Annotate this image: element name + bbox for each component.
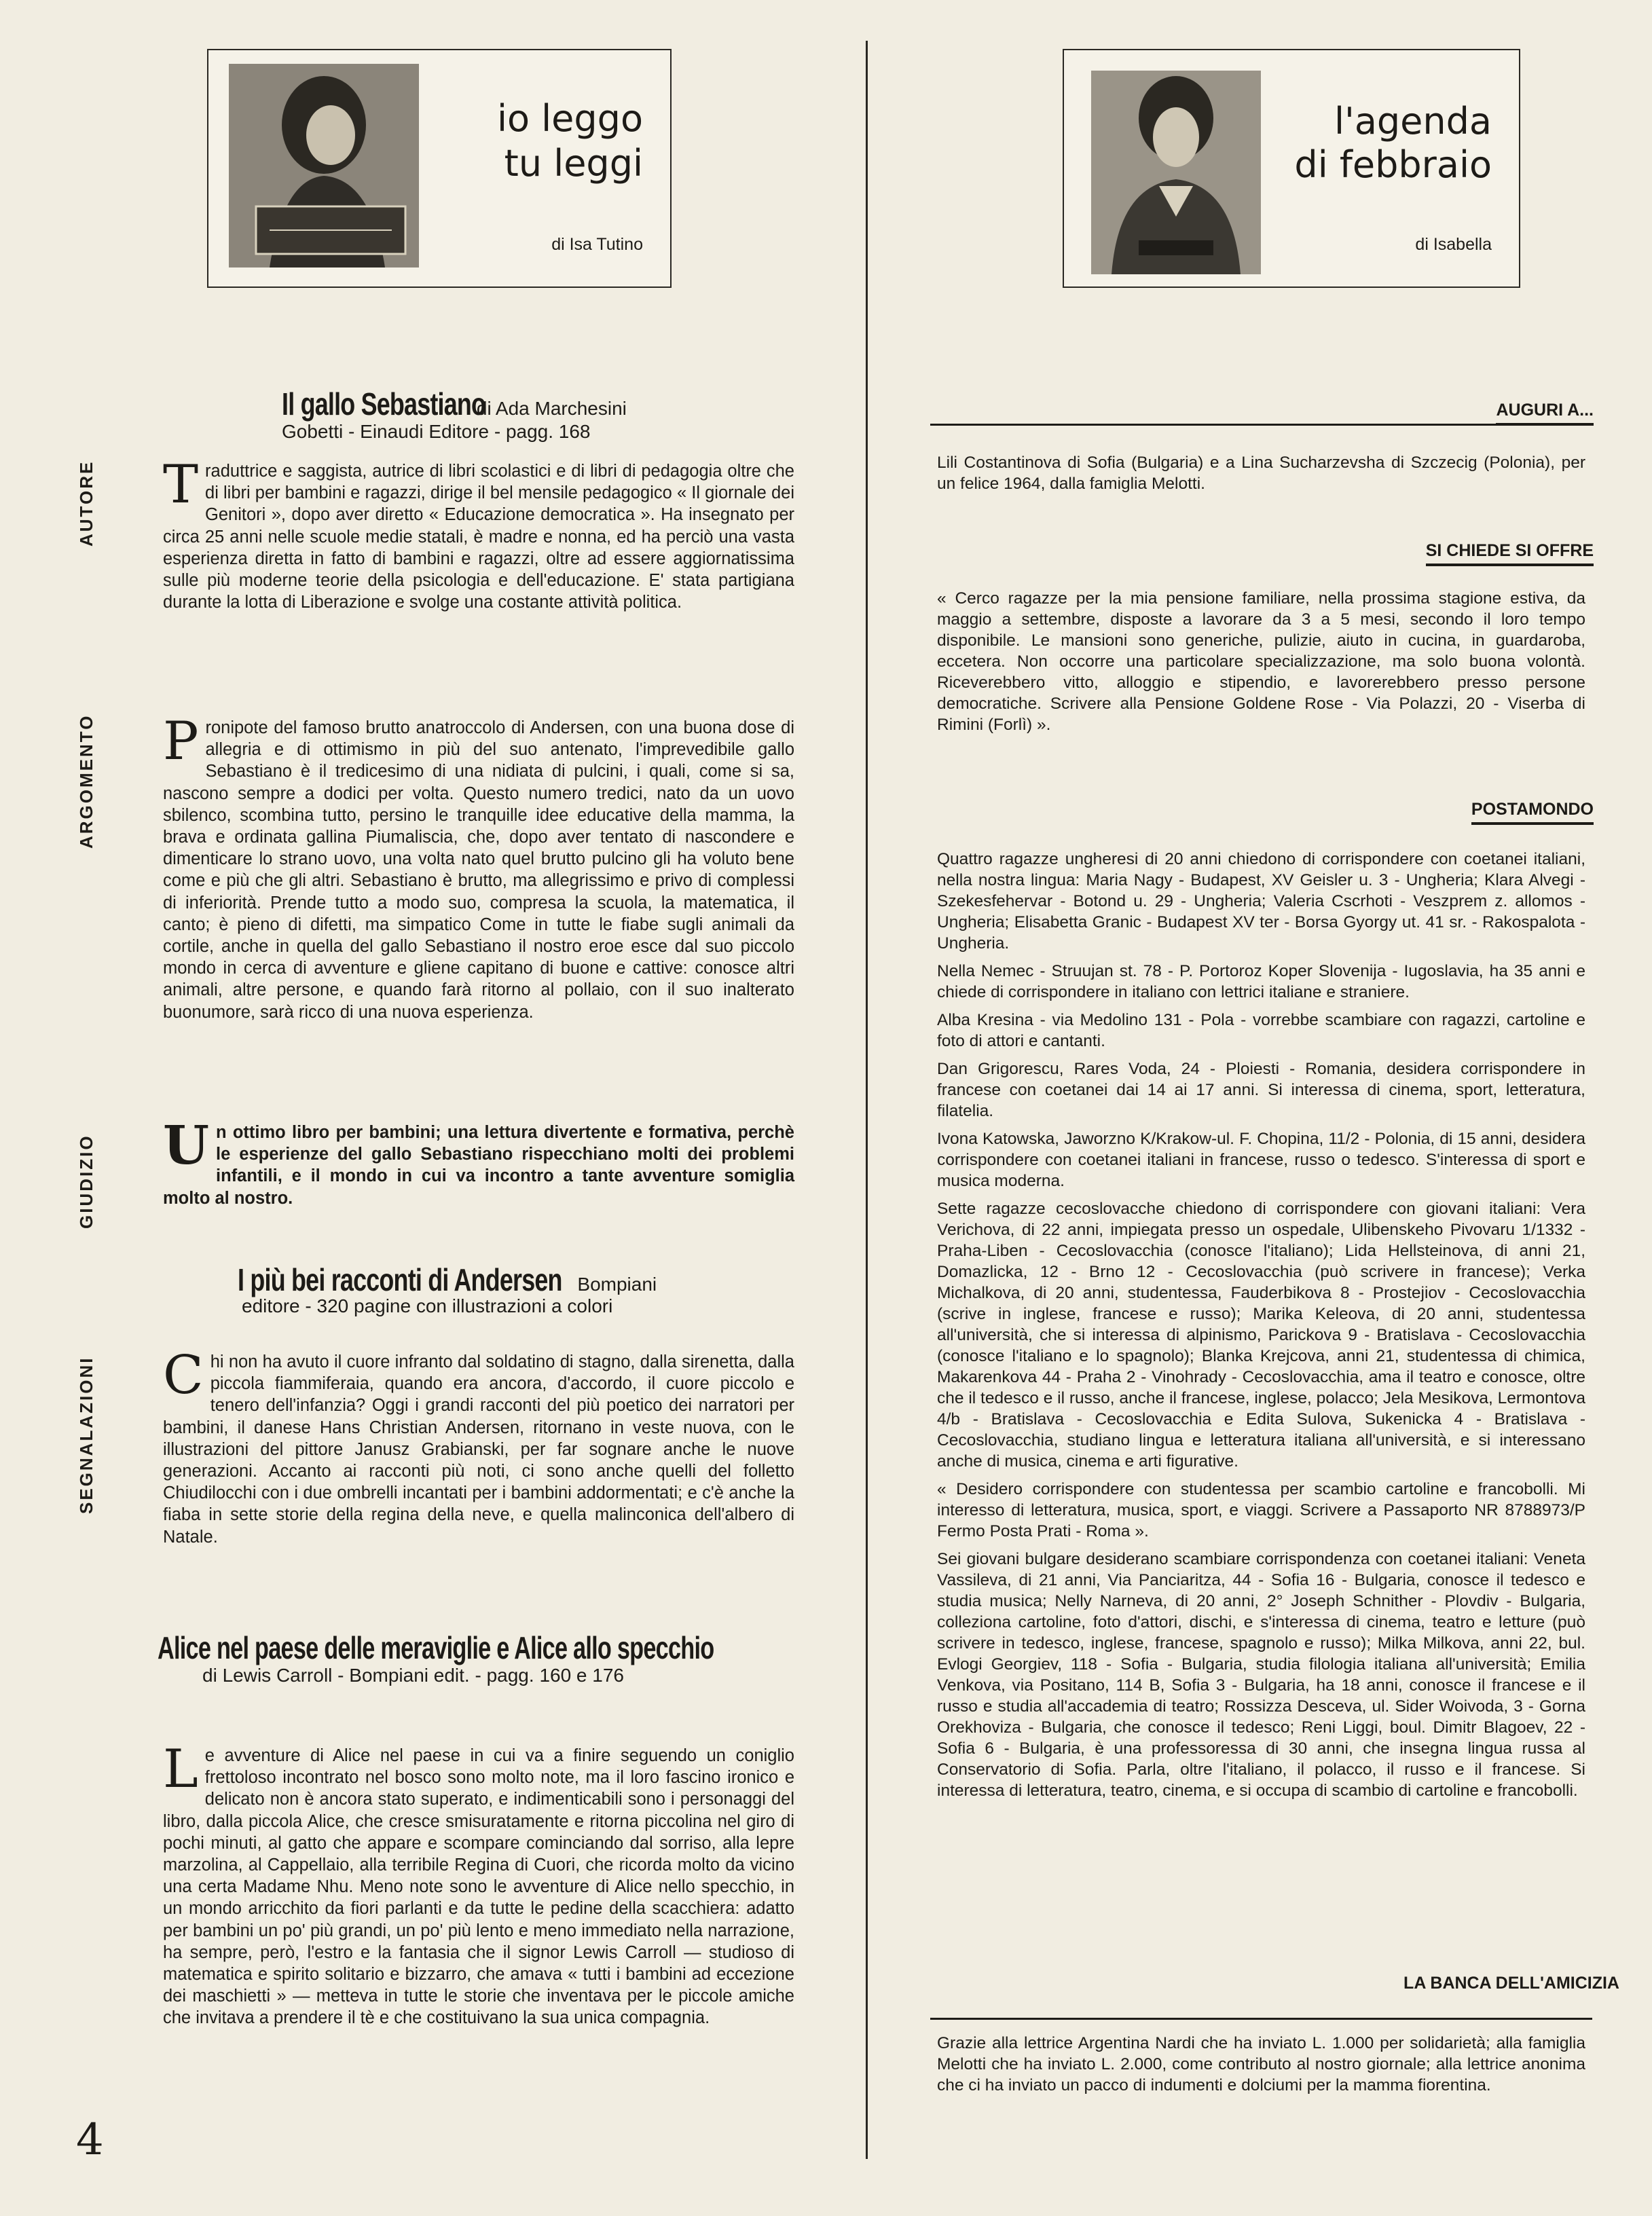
column-header-agenda (1063, 49, 1520, 288)
section-paragraph: Ivona Katowska, Jaworzno K/Krakow-ul. F. Chopina, 11/2 - Polonia, di 15 anni, desidera corrispondere con coetanei italiani in francese, russo o tedesco. S'interessa di sport e musica moderna. (937, 1130, 1585, 1190)
section-body-postamondo (937, 849, 1585, 1808)
section-body-auguri (937, 452, 1585, 501)
book-author: di Ada Marchesini (476, 398, 627, 419)
drop-cap: T (163, 454, 199, 515)
header-byline: di Isa Tutino (551, 235, 643, 254)
topic-text: ronipote del famoso brutto anatroccolo di Andersen, con una buona dose di allegria e di ottimismo in più del suo antenato, l'imprevedibile gallo Sebastiano è il tredicesimo di una nidiata di pulcini, i quali, come si sa, nascono sempre a dodici per volta. Questo numero tredici, nato da un uovo sbilenco, scombina tutto, persino le tranquille idee educative della mamma, la brava e ordinata gallina Piumaliscia, che, dopo aver tentato di nascondere e dimenticare lo strano uovo, una volta nato quel brutto pulcino gli ha voluto bene come e più che gli altri. Sebastiano è brutto, ma allegrissimo e privo di complessi di inferiorità. Prende tutto a modo suo, compresa la scuola, la matematica, il canto; è pieno di difetti, ma simpatico Come in tutte le fiabe sugli animali da cortile, anche in quella del gallo Sebastiano il nostro eroe esce dal suo piccolo mondo in cerca di avventure e gliene capitano di buone e cattive: conosce altri animali, altre persone, e quando farà ritorno al pollaio, con il suo inalterato buonumore, sarà ricco di una nuova esperienza. (163, 718, 794, 1022)
section-paragraph: Dan Grigorescu, Rares Voda, 24 - Ploiesti - Romania, desidera corrispondere in francese con coetanei dai 14 ai 17 anni. Si interessa di cinema, sport, letteratura, filatelia. (937, 1060, 1585, 1120)
alice-text: e avventure di Alice nel paese in cui va a finire seguendo un coniglio frettoloso incontrato nel bosco sono molto note, ma il loro fascino ironico e delicato non è ancora stato superato, e indimenticabili sono i personaggi del libro, dalla piccola Alice, che cresce smisuratamente e ritorna piccolina nel giro di pochi minuti, al gatto che appare e scompare cominciando dal sorriso, alla lepre marzolina, al Cappellaio, alla terribile Regina di Cuori, che ricorda molto da vicino una certa Madame Nhu. Meno note sono le avventure di Alice nello specchio, in un mondo arricchito da fiori parlanti e da tutte le pedine della scacchiera: adatto per bambini un po' più grandi, un po' più lento e meno immediato nella narrazione, ha sempre, però, l'estro e la fantasia che il signor Lewis Carroll — studioso di matematica e spirito solitario e bizzarro, che amava « tutti i bambini ad eccezione dei maschietti » — metteva in tutte le storie che inventava per le piccole amiche che invitava a prendere il tè e che costituivano la sua unica compagnia. (163, 1746, 794, 2028)
section-body-si-chiede (937, 588, 1585, 742)
book-title: Il gallo Sebastiano (282, 386, 486, 422)
section-paragraph: Alba Kresina - via Medolino 131 - Pola - vorrebbe scambiare con ragazzi, cartoline e foto di attori e cantanti. (937, 1011, 1585, 1050)
section-title-banca: LA BANCA DELL'AMICIZIA (1403, 1974, 1619, 1993)
andersen-text: hi non ha avuto il cuore infranto dal soldatino di stagno, dalla sirenetta, dalla piccola fiammiferaia, quando era ancora, d'accordo, il cuore piccolo e tenero dell'infanzia? Oggi i grandi racconti del più poetico dei narratori per bambini, il danese Hans Christian Andersen, ritornano in veste nuova, con le illustrazioni del pittore Janusz Grabianski, per far sognare anche le nuove generazioni. Accanto ai racconti più noti, ci sono anche quelli del folletto Chiudilocchi con i due ombrelli incantati per i bambini addormentati; e c'è anche la fiaba in sette storie della regina della neve, e quella malinconica dell'albero di Natale. (163, 1352, 794, 1547)
section-paragraph: « Desidero corrispondere con studentessa per scambio cartoline e francobolli. Mi interesso di letteratura, musica, sport, e viaggi. Scrivere a Passaporto NR 8788973/P Fermo Posta Prati - Roma ». (937, 1480, 1585, 1540)
drop-cap: P (163, 711, 199, 772)
header-byline: di Isabella (1415, 235, 1492, 254)
section-rule (930, 2018, 1592, 2020)
column-header-io-leggo (207, 49, 672, 288)
book-title: I più bei racconti di Andersen (238, 1262, 562, 1297)
side-label-autore: AUTORE (76, 460, 96, 547)
section-title-si-chiede: SI CHIEDE SI OFFRE (1426, 541, 1594, 566)
woman-portrait-photo (1091, 71, 1261, 274)
section-title-postamondo: POSTAMONDO (1471, 800, 1594, 825)
section-paragraph: Grazie alla lettrice Argentina Nardi che ha inviato L. 1.000 per solidarietà; alla famiglia Melotti che ha inviato L. 2.000, come contributo al nostro giornale; alla lettrice anonima che ci ha inviato un pacco di indumenti e dolciumi per la mamma fiorentina. (937, 2034, 1585, 2094)
drop-cap: L (163, 1739, 198, 1800)
author-paragraph (163, 454, 794, 613)
book-heading-alice (158, 1629, 796, 1686)
header-title-line2: di febbraio (1294, 143, 1492, 186)
page-number: 4 (76, 2115, 104, 2165)
section-paragraph: « Cerco ragazze per la mia pensione familiare, nella prossima stagione estiva, da maggio a settembre, disposte a lavorare da 3 a 5 mesi, secondo il loro tempo disponibile. Le mansioni sono generiche, pulizie, aiuto in cucina, in guardaroba, eccetera. Non occorre una particolare specializzazione, ma solo buona volontà. Riceverebbero vitto, alloggio e stipendio, e lavorerebbero presso persone democratiche. Scrivere alla Pensione Goldene Rose - Via Polazzi, 20 - Viserba di Rimini (Forlì) ». (937, 589, 1585, 734)
side-label-argomento: ARGOMENTO (76, 714, 96, 849)
section-paragraph: Sette ragazze cecoslovacche chiedono di corrispondere con giovani italiani: Vera Verichova, di 22 anni, impiegata presso un ospedale, Ulibenskeho Pivovaru 1/1332 - Praha-Liben - Cecoslovacchia (conosce l'italiano); Lida Hellsteinova, di anni 21, Domazlicka, 12 - Brno 12 - Cecoslovacchia (può scrivere in francese); Verka Michalkova, di 20 anni, studentessa, Fauderbikova 8 - Prostejiov - Cecoslovacchia (scrive in inglese, francese e russo); Marika Keleova, di 20 anni, studentessa all'università, che si interessa di alpinismo, Parickova 9 - Bratislava - Cecoslovacchia (conosce l'italiano e lo spagnolo); Blanka Krejcova, anni 21, studentessa di chimica, Makarenkova 44 - Praha 2 - Vinohrady - Cecoslovacchia, ama il teatro e conosce, oltre che il tedesco e il russo, anche il francese, inglese, polacco; Jela Mesikova, Lermontova 4/b - Bratislava - Cecoslovacchia e Edita Sulova, Sukenicka 4 - Bratislava - Cecoslovacchia, studiano lingua e letteratura italiana all'università, e si interessano anche di musica, cinema e arti figurative. (937, 1200, 1585, 1471)
author-text: raduttrice e saggista, autrice di libri scolastici e di libri di pedagogia oltre che di libri per bambini e ragazzi, dirige il bel mensile pedagogico « Il giornale dei Genitori », dopo aver diretto « Educazione democratica ». Ha insegnato per circa 25 anni nelle scuole medie statali, è madre e nonna, ed ha perciò una vasta esperienza diretta in fatto di bambini e ragazzi, oltre ad essere aggiornatissima sulle più moderne teorie della psicologia e dell'educazione. E' stata partigiana durante la lotta di Liberazione e svolge una costante attività politica. (163, 462, 794, 612)
book-publisher: di Lewis Carroll - Bompiani edit. - pagg. 160 e 176 (202, 1665, 625, 1686)
verdict-text: n ottimo libro per bambini; una lettura divertente e formativa, perchè le esperienze del gallo Sebastiano rispecchiano molti dei problemi infantili, e il mondo in cui va incontro a tante avventure somiglia molto al nostro. (163, 1123, 794, 1208)
woman-reading-photo (229, 64, 419, 267)
section-paragraph: Nella Nemec - Struujan st. 78 - P. Portoroz Koper Slovenija - Iugoslavia, ha 35 anni e chiede di corrispondere in italiano con lettrici italiane e straniere. (937, 962, 1585, 1001)
book-title: Alice nel paese delle meraviglie e Alice allo specchio (158, 1630, 714, 1665)
andersen-paragraph (163, 1345, 794, 1548)
book-heading-andersen (238, 1261, 781, 1317)
drop-cap: C (163, 1345, 204, 1406)
section-paragraph: Sei giovani bulgare desiderano scambiare corrispondenza con coetanei italiani: Veneta Vassileva, di 21 anni, Via Panciaritza, 44 - Sofia 16 - Bulgaria, conosce il tedesco e studia musica; Nelly Narneva, di 20 anni, 2° Joseph Schnither - Plovdiv - Bulgaria, colleziona cartoline, foto d'attori, dischi, e s'interessa di cinema, teatro e letture (può scrivere in tedesco, inglese, francese, spagnolo e russo); Milka Milkova, anni 22, bul. Evlogi Georgiev, 118 - Sofia - Bulgaria, studia filologia italiana all'università; Emilia Venkova, via Positano, 114 B, Sofia 3 - Bulgaria, ha 18 anni, conosce il francese e il russo e studia all'accademia di teatro; Rossizza Desceva, ul. Sider Woivoda, 3 - Gorna Orekhoviza - Bulgaria, che conosce il tedesco; Reni Liggi, boul. Dimitr Blagoev, 22 - Sofia 6 - Bulgaria, è una professoressa di 30 anni, che insegna lingua russa al Conservatorio di Sofia. Parla, oltre l'italiano, il polacco, il russo e il francese. Si interessa di letteratura, teatro, cinema, e si occupa di scambio di cartoline e francobolli. (937, 1550, 1585, 1800)
book-publisher-a: Bompiani (577, 1274, 657, 1295)
side-label-giudizio: GIUDIZIO (76, 1134, 96, 1229)
section-paragraph: Quattro ragazze ungheresi di 20 anni chiedono di corrispondere con coetanei italiani, nella nostra lingua: Maria Nagy - Budapest, XV Geisler u. 3 - Ungheria; Klara Alvegi - Szekesfehervar - Botond u. 29 - Ungheria; Valeria Cscrhoti - Veszprem z. allomos - Ungheria; Elisabetta Granic - Budapest XV ter - Borsa Gyorgy ut. 41 sr. - Rakospalota - Ungheria. (937, 850, 1585, 953)
section-rule (930, 424, 1592, 426)
header-title-line1: io leggo (496, 97, 643, 140)
alice-paragraph (163, 1739, 794, 2029)
book-publisher: Gobetti - Einaudi Editore - pagg. 168 (282, 421, 591, 442)
header-title-line2: tu leggi (504, 142, 643, 185)
side-label-segnalazioni: SEGNALAZIONI (76, 1356, 96, 1514)
section-title-auguri: AUGURI A... (1496, 401, 1594, 426)
verdict-paragraph (163, 1115, 794, 1209)
drop-cap: U (163, 1115, 210, 1177)
section-paragraph: Lili Costantinova di Sofia (Bulgaria) e a Lina Sucharzevsha di Szczecig (Polonia), per un felice 1964, dalla famiglia Melotti. (937, 454, 1585, 493)
book-heading-gallo (282, 386, 771, 443)
section-body-banca (937, 2033, 1585, 2103)
book-publisher-b: editore - 320 pagine con illustrazioni a colori (242, 1295, 613, 1316)
header-title-line1: l'agenda (1334, 100, 1492, 143)
column-divider (866, 41, 868, 2159)
topic-paragraph (163, 711, 794, 1023)
